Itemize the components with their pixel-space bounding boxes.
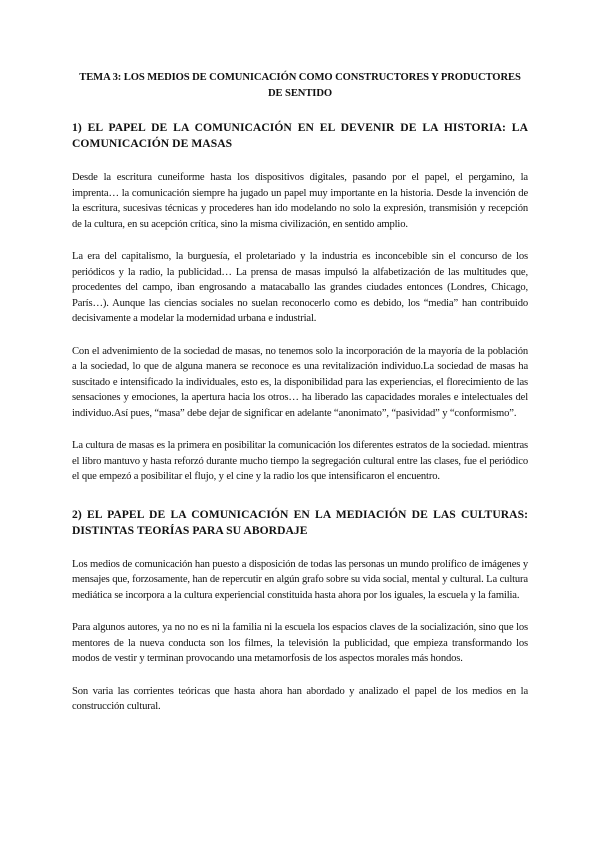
section-1-paragraph-4: La cultura de masas es la primera en posibilitar la comunicación los diferentes estratos de la sociedad. mientras el libro mantuvo y hasta reforzó durante mucho tiempo la segregación cultural entre las clases, fue el periódico el que empezó a posibilitar el flujo, y el cine y la radio los que intensificaron el encuentro. — [72, 440, 528, 482]
section-2-paragraph-1: Los medios de comunicación han puesto a disposición de todas las personas un mundo prolífico de imágenes y mensajes que, forzosamente, han de repercutir en algún grafo sobre su vida social, mental y cultural. La cultura mediática se incorpora a la cultura experiencial constituida hasta ahora por los iguales, la escuela y la familia. — [72, 558, 528, 601]
section-1-paragraph-1: Desde la escritura cuneiforme hasta los dispositivos digitales, pasando por el papel, el pergamino, la imprenta… la comunicación siempre ha jugado un papel muy importante en la historia. Desde la invención de la escritura, sucesivas técnicas y procederes han ido modelando no solo la expresión, transmisión y recepción de la cultura, en su acepción crítica, sino la misma civilización, en sentido amplio. — [72, 172, 528, 230]
section-1-paragraph-3: Con el advenimiento de la sociedad de masas, no tenemos solo la incorporación de la mayoría de la población a la sociedad, lo que de alguna manera se reconoce es una revitalización individuo.La sociedad de masas ha suscitado e intensificado la individuales, esto es, la disponibilidad para las experiencias, el florecimiento de las sensaciones y emociones, la apertura hacia los otros… ha liberado las capacidades morales e intelectuales del individuo.Así pues, “masa” debe dejar de significar en adelante “anonimato”, “pasividad” y “conformismo”. — [72, 345, 528, 419]
section-1-heading: 1) EL PAPEL DE LA COMUNICACIÓN EN EL DEVENIR DE LA HISTORIA: LA COMUNICACIÓN DE MASAS — [72, 121, 528, 150]
section-2-paragraph-3: Son varia las corrientes teóricas que hasta ahora han abordado y analizado el papel de los medios en la construcción cultural. — [72, 685, 528, 712]
section-2-paragraph-2: Para algunos autores, ya no no es ni la familia ni la escuela los espacios claves de la socialización, sino que los mentores de la nueva conducta son los filmes, la televisión la publicidad, que empieza transformando los modos de vestir y terminan provocando una metamorfosis de los aspectos morales más hondos. — [72, 622, 528, 664]
document-page — [72, 70, 528, 732]
section-1-paragraph-2: La era del capitalismo, la burguesía, el proletariado y la industria es inconcebible sin el concurso de los periódicos y la radio, la publicidad… La prensa de masas impulsó la alfabetización de las multitudes que, procedentes del campo, iban engrosando a matacaballo las grandes ciudades entonces (Londres, Chicago, París…). Aunque las ciencias sociales no suelan reconocerlo como es debido, los “media” han contribuido decisivamente a modelar la modernidad urbana e industrial. — [72, 251, 528, 324]
section-2-heading: 2) EL PAPEL DE LA COMUNICACIÓN EN LA MEDIACIÓN DE LAS CULTURAS: DISTINTAS TEORÍAS PARA SU ABORDAJE — [72, 507, 528, 537]
document-title: TEMA 3: LOS MEDIOS DE COMUNICACIÓN COMO CONSTRUCTORES Y PRODUCTORES DE SENTIDO — [79, 72, 521, 99]
